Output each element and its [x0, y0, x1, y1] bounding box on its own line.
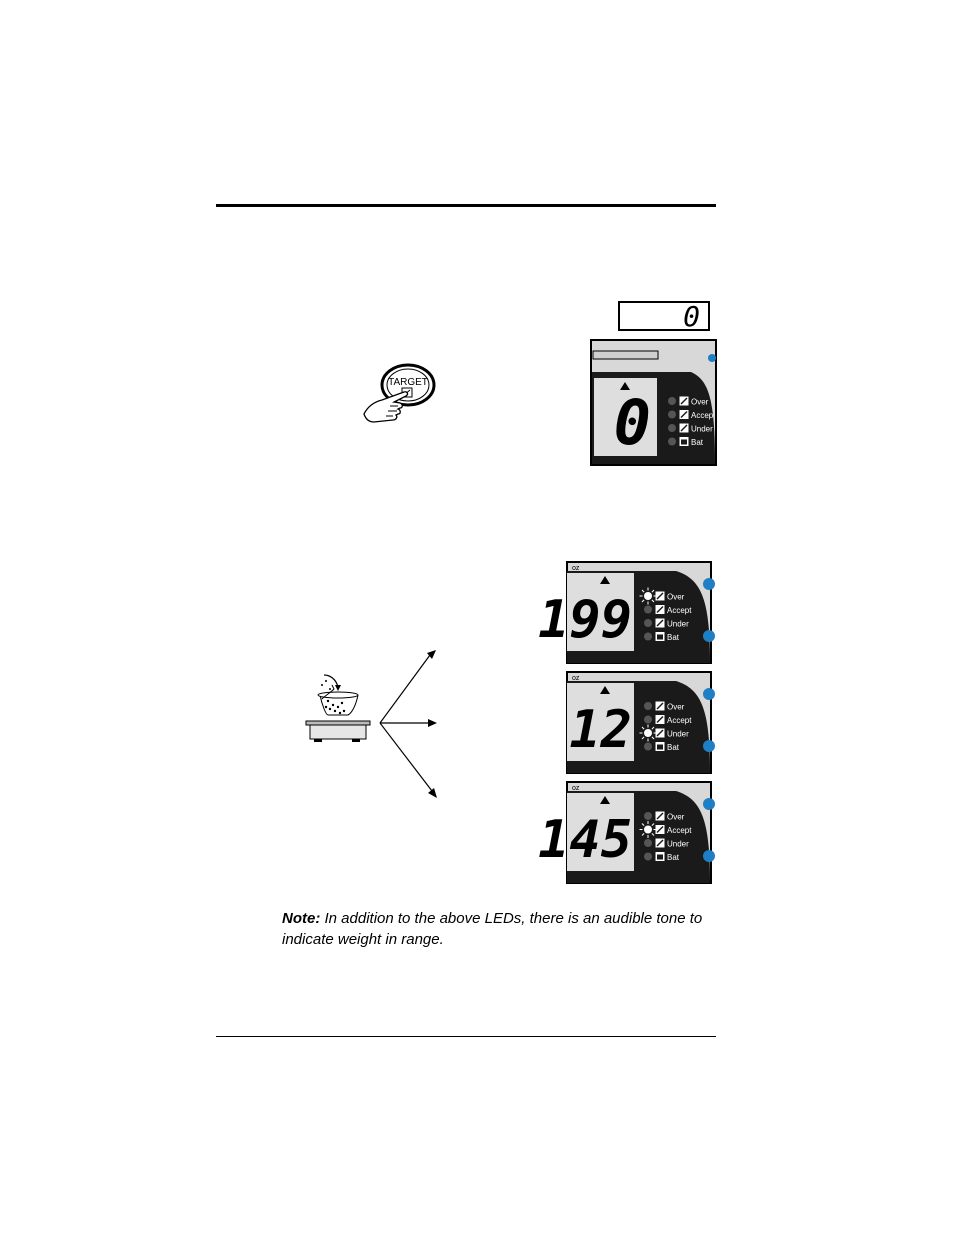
- status-led: [644, 592, 652, 600]
- status-led: [644, 743, 652, 751]
- status-led: [644, 826, 652, 834]
- check-box-icon: [656, 702, 664, 710]
- check-box-icon: [680, 411, 688, 419]
- status-led: [668, 438, 676, 446]
- weight-readout: [618, 301, 710, 331]
- led-label: Over: [667, 702, 685, 712]
- led-label: Over: [667, 592, 685, 602]
- battery-icon: [656, 633, 664, 641]
- check-box-icon: [680, 424, 688, 432]
- status-led: [644, 633, 652, 641]
- status-led: [644, 853, 652, 861]
- panel-digits: 12: [569, 700, 632, 760]
- status-led: [644, 606, 652, 614]
- check-box-icon: [656, 812, 664, 820]
- check-box-icon: [656, 592, 664, 600]
- target-button-illustration[interactable]: [360, 362, 440, 424]
- check-box-icon: [680, 397, 688, 405]
- note-text: In addition to the above LEDs, there is an audible tone to indicate weight in range.: [282, 910, 703, 948]
- panel-digits: 199: [538, 590, 632, 650]
- battery-icon: [656, 853, 664, 861]
- status-led: [644, 702, 652, 710]
- check-box-icon: [656, 826, 664, 834]
- led-label: Accep: [691, 411, 714, 420]
- panel-digits: 145: [538, 810, 632, 870]
- status-led: [644, 839, 652, 847]
- status-led: [644, 812, 652, 820]
- led-label: Accept: [667, 606, 692, 615]
- led-label: Bat: [691, 438, 704, 447]
- bottom-rule: [216, 1036, 716, 1037]
- status-led: [644, 729, 652, 737]
- display-panel-over: [538, 561, 712, 664]
- led-label: Under: [667, 619, 689, 629]
- led-label: Under: [667, 729, 689, 739]
- scale-arrows-diagram: [300, 645, 450, 805]
- check-box-icon: [656, 839, 664, 847]
- led-label: Over: [691, 397, 709, 407]
- status-led: [644, 716, 652, 724]
- led-label: Accept: [667, 716, 692, 725]
- led-label: Under: [667, 839, 689, 849]
- arrow-right-icon: [428, 719, 437, 727]
- display-panel-accept: [538, 781, 712, 884]
- led-label: Bat: [667, 743, 680, 752]
- led-label: Accept: [667, 826, 692, 835]
- battery-icon: [680, 438, 688, 446]
- unit-label: oz: [572, 675, 580, 682]
- display-panel-under: [566, 671, 712, 774]
- target-label: TARGET: [388, 377, 428, 388]
- unit-label: oz: [572, 565, 580, 572]
- top-rule: [216, 204, 716, 207]
- battery-icon: [656, 743, 664, 751]
- led-label: Over: [667, 812, 685, 822]
- status-led: [668, 397, 676, 405]
- check-box-icon: [656, 729, 664, 737]
- note-paragraph: [282, 908, 722, 950]
- status-led: [668, 424, 676, 432]
- arrow-down-right-icon: [428, 788, 437, 798]
- readout-value: 0: [683, 300, 700, 333]
- display-panel-zero: [591, 340, 716, 465]
- scale-icon: [306, 675, 370, 742]
- unit-label: oz: [572, 785, 580, 792]
- led-label: Bat: [667, 633, 680, 642]
- led-label: Under: [691, 424, 713, 434]
- status-led: [668, 411, 676, 419]
- check-box-icon: [656, 716, 664, 724]
- check-box-icon: [656, 606, 664, 614]
- note-label: Note:: [282, 910, 321, 927]
- panel-digits: 0: [613, 386, 651, 459]
- check-box-icon: [656, 619, 664, 627]
- status-led: [644, 619, 652, 627]
- led-label: Bat: [667, 853, 680, 862]
